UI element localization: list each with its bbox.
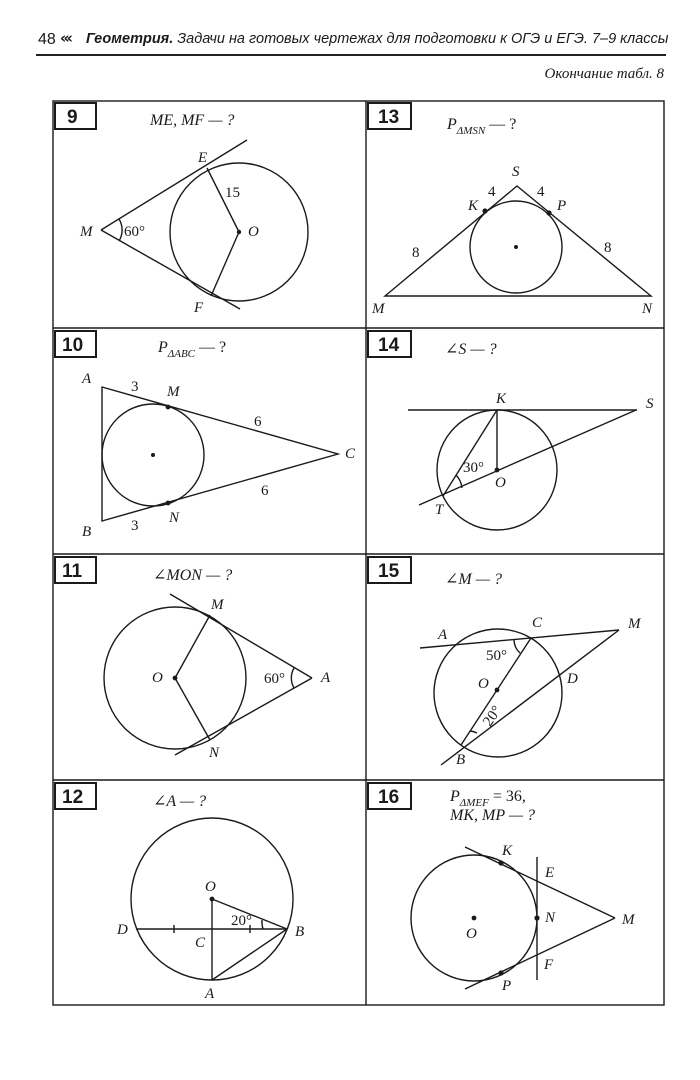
label-o: O (205, 879, 216, 895)
problem-question-line2: MK, MP — ? (450, 807, 536, 824)
problem-question (446, 116, 516, 137)
problem-question: ∠A — ? (153, 793, 207, 810)
label-m: M (80, 224, 93, 240)
label-n: N (169, 510, 180, 526)
problem-10 (55, 331, 356, 540)
label-p: P (502, 978, 512, 994)
angle-arc-c (514, 640, 520, 653)
angle-value: 60° (264, 671, 285, 687)
question-subscript: ΔMSN (456, 125, 486, 137)
label-a: A (205, 986, 215, 1002)
secant-line-bd (441, 630, 619, 765)
label-d: D (117, 922, 128, 938)
segment-am: 3 (131, 379, 139, 395)
center-point (495, 688, 500, 693)
problem-14 (368, 331, 654, 530)
segment-sk: 4 (488, 184, 496, 200)
center-point (151, 453, 155, 457)
problem-9 (55, 103, 308, 316)
label-p: P (557, 198, 567, 214)
problem-question (157, 339, 226, 360)
label-m: M (211, 597, 224, 613)
tangent-line-an (175, 678, 312, 755)
label-o: O (152, 670, 163, 686)
radius-om (175, 615, 210, 678)
center-point (514, 245, 518, 249)
problem-number: 15 (378, 561, 400, 582)
label-f: F (544, 957, 554, 973)
segment-mc: 6 (254, 414, 262, 430)
segment-pn: 8 (604, 240, 612, 256)
point-m (166, 405, 171, 410)
label-d: D (567, 671, 578, 687)
segment-bn: 3 (131, 518, 139, 534)
angle-arc (456, 475, 462, 488)
point-p (546, 210, 551, 215)
question-rest: = 36, (488, 788, 526, 805)
question-rest: — ? (485, 116, 517, 133)
label-m: M (167, 384, 180, 400)
problem-question: ∠S — ? (445, 341, 497, 358)
continuation-note: Окончание табл. 8 (544, 66, 664, 82)
label-o: O (478, 676, 489, 692)
segment-mk: 8 (412, 245, 420, 261)
angle-value: 20° (231, 913, 252, 929)
angle-arc (119, 219, 122, 241)
problem-question: ME, MF — ? (150, 112, 235, 129)
center-point (210, 897, 215, 902)
segment-sp: 4 (537, 184, 545, 200)
label-e: E (545, 865, 555, 881)
point-k (498, 860, 503, 865)
label-a: A (82, 371, 92, 387)
problem-number: 16 (378, 787, 400, 808)
label-n: N (545, 910, 556, 926)
label-n: N (209, 745, 220, 761)
tangent-line-am (170, 594, 312, 678)
label-b: B (295, 924, 305, 940)
angle-value-b: 20° (480, 703, 506, 730)
question-p: P (447, 116, 457, 133)
problem-13 (368, 103, 653, 317)
label-k: K (502, 843, 513, 859)
problem-16 (368, 783, 636, 994)
center-point (237, 230, 241, 234)
label-m: M (372, 301, 385, 317)
header-arrows-icon: «‹ (60, 29, 70, 47)
center-point (495, 468, 500, 473)
point-k (482, 208, 487, 213)
segment-nc: 6 (261, 483, 269, 499)
label-o: O (466, 926, 477, 942)
question-subscript: ΔABC (167, 348, 196, 360)
chord-ab (212, 929, 287, 980)
angle-value: 60° (124, 224, 145, 240)
label-c: C (195, 935, 206, 951)
center-point (173, 676, 178, 681)
tangent-line-mp (465, 918, 615, 989)
problem-number: 9 (67, 107, 78, 128)
label-a: A (438, 627, 448, 643)
problem-question: ∠M — ? (445, 571, 502, 588)
label-f: F (194, 300, 204, 316)
label-s: S (646, 396, 654, 412)
question-subscript: ΔMEF (459, 797, 489, 809)
label-a: A (321, 670, 331, 686)
radius-value: 15 (225, 185, 240, 201)
angle-value: 30° (463, 460, 484, 476)
label-n: N (642, 301, 653, 317)
book-title-rest: Задачи на готовых чертежах для подготовки к ОГЭ и ЕГЭ. 7–9 классы (173, 31, 669, 47)
center-point (472, 916, 477, 921)
label-b: B (456, 752, 466, 768)
problem-question: ∠MON — ? (153, 567, 233, 584)
radius-of (211, 232, 239, 296)
question-p: P (450, 788, 460, 805)
label-t: T (435, 502, 444, 518)
label-b: B (82, 524, 92, 540)
label-c: C (532, 615, 543, 631)
label-o: O (495, 475, 506, 491)
point-p (498, 970, 503, 975)
point-n (534, 915, 539, 920)
problem-question (449, 788, 526, 809)
book-title-bold: Геометрия. (86, 31, 174, 47)
problem-number: 10 (62, 335, 84, 356)
label-m: M (622, 912, 635, 928)
label-k: K (468, 198, 479, 214)
question-p: P (158, 339, 168, 356)
problem-number: 12 (62, 787, 84, 808)
problem-number: 13 (378, 107, 400, 128)
label-o: O (248, 224, 259, 240)
problem-number: 14 (378, 335, 400, 356)
radius-on (175, 678, 210, 740)
problem-12 (55, 783, 304, 1002)
label-k: K (496, 391, 507, 407)
angle-arc (262, 920, 263, 929)
problem-11 (55, 557, 331, 761)
problem-15 (368, 557, 642, 768)
label-m: M (628, 616, 641, 632)
point-n (166, 501, 171, 506)
angle-arc-b (470, 731, 477, 733)
page-number: 48 (38, 31, 56, 48)
problem-number: 11 (62, 561, 83, 582)
angle-value-c: 50° (486, 648, 507, 664)
label-c: C (345, 446, 356, 462)
secant-line (419, 410, 636, 505)
question-rest: — ? (195, 339, 227, 356)
tangent-line-mk (465, 847, 615, 918)
angle-arc (291, 668, 294, 688)
label-s: S (512, 164, 520, 180)
label-e: E (198, 150, 208, 166)
